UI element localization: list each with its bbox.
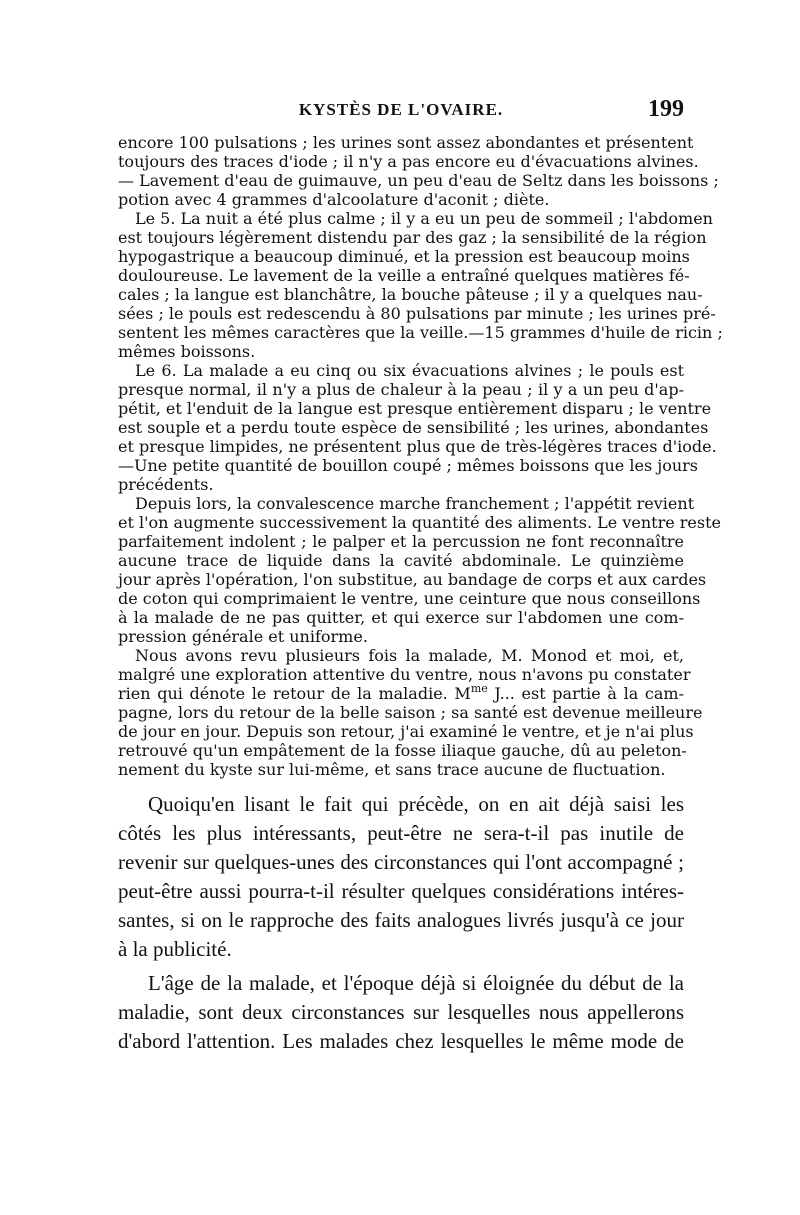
text-line: peut-être aussi pourra-t-il résulter quelques considérations intéres-: [118, 879, 684, 903]
text-line: précédents.: [118, 475, 214, 494]
text-line: côtés les plus intéressants, peut-être ne sera-t-il pas inutile de: [118, 821, 684, 845]
text-line: est toujours légèrement distendu par des gaz ; la sensibilité de la région: [118, 228, 707, 247]
text-line: Depuis lors, la convalescence marche franchement ; l'appétit revient: [135, 494, 695, 513]
text-line: L'âge de la malade, et l'époque déjà si éloignée du début de la: [148, 971, 684, 995]
text-line: Le 5. La nuit a été plus calme ; il y a eu un peu de sommeil ; l'abdomen: [135, 209, 713, 228]
text-line: Quoiqu'en lisant le fait qui précède, on en ait déjà saisi les: [148, 792, 684, 816]
paragraph-day-6: [118, 361, 717, 494]
text-line: est souple et a perdu toute espèce de sensibilité ; les urines, abondantes: [118, 418, 709, 437]
text-line: maladie, sont deux circonstances sur lesquelles nous appellerons: [118, 1000, 684, 1024]
text-line: encore 100 pulsations ; les urines sont assez abondantes et présentent: [118, 133, 694, 152]
text-line: nement du kyste sur lui-même, et sans trace aucune de fluctuation.: [118, 760, 666, 779]
case-notes: [118, 133, 723, 779]
text-line: sées ; le pouls est redescendu à 80 pulsations par minute ; les urines pré-: [118, 304, 716, 323]
text-line: Nous avons revu plusieurs fois la malade, M. Monod et moi, et,: [135, 646, 684, 665]
text-line: jour après l'opération, l'on substitue, au bandage de corps et aux cardes: [118, 570, 707, 589]
text-line: pagne, lors du retour de la belle saison ; sa santé est devenue meilleure: [118, 703, 703, 722]
text-fragment: J... est partie à la cam-: [487, 684, 685, 703]
text-line: — Lavement d'eau de guimauve, un peu d'eau de Seltz dans les boissons ;: [118, 171, 719, 190]
page-body: [118, 133, 723, 1056]
text-line: pétit, et l'enduit de la langue est presque entièrement disparu ; le ventre: [118, 399, 712, 418]
page-number: 199: [648, 96, 684, 122]
text-line: retrouvé qu'un empâtement de la fosse iliaque gauche, dû au peleton-: [118, 741, 687, 760]
text-line: douloureuse. Le lavement de la veille a entraîné quelques matières fé-: [118, 266, 690, 285]
text-line: à la publicité.: [118, 937, 232, 961]
text-line: pression générale et uniforme.: [118, 627, 368, 646]
text-line: et presque limpides, ne présentent plus que de très-légères traces d'iode.: [118, 437, 717, 456]
text-line: —Une petite quantité de bouillon coupé ; mêmes boissons que les jours: [118, 456, 698, 475]
text-line: Le 6. La malade a eu cinq ou six évacuations alvines ; le pouls est: [135, 361, 684, 380]
text-line: malgré une exploration attentive du ventre, nous n'avons pu constater: [118, 665, 691, 684]
paragraph-convalescence: [118, 494, 722, 646]
text-line: d'abord l'attention. Les malades chez lesquelles le même mode de: [118, 1029, 684, 1053]
text-line: cales ; la langue est blanchâtre, la bouche pâteuse ; il y a quelques nau-: [118, 285, 703, 304]
text-line: hypogastrique a beaucoup diminué, et la pression est beaucoup moins: [118, 247, 690, 266]
discussion: [118, 790, 684, 1056]
text-line-with-superscript: [118, 684, 684, 703]
paragraph-follow-up: [118, 646, 703, 779]
text-line: et l'on augmente successivement la quantité des aliments. Le ventre reste: [118, 513, 722, 532]
paragraph-day-5: [118, 209, 723, 361]
paragraph-age: [118, 969, 684, 1056]
page-header: [118, 96, 684, 126]
text-line: mêmes boissons.: [118, 342, 256, 361]
paragraph-discussion-intro: [118, 790, 684, 964]
text-line: santes, si on le rapproche des faits analogues livrés jusqu'à ce jour: [118, 908, 684, 932]
superscript: me: [470, 682, 488, 695]
text-line: parfaitement indolent ; le palper et la percussion ne font reconnaître: [118, 532, 684, 551]
running-title: KYSTÈS DE L'OVAIRE.: [298, 100, 504, 119]
text-line: revenir sur quelques-unes des circonstances qui l'ont accompagné ;: [118, 850, 684, 874]
text-line: de jour en jour. Depuis son retour, j'ai examiné le ventre, et je n'ai plus: [118, 722, 694, 741]
text-line: presque normal, il n'y a plus de chaleur à la peau ; il y a un peu d'ap-: [118, 380, 684, 399]
text-line: à la malade de ne pas quitter, et qui exerce sur l'abdomen une com-: [118, 608, 684, 627]
text-fragment: rien qui dénote le retour de la maladie. M: [118, 684, 471, 703]
paragraph-day-4: [118, 133, 719, 209]
text-line: toujours des traces d'iode ; il n'y a pas encore eu d'évacuations alvines.: [118, 152, 699, 171]
text-line: potion avec 4 grammes d'alcoolature d'aconit ; diète.: [118, 190, 550, 209]
text-line: aucune trace de liquide dans la cavité abdominale. Le quinzième: [118, 551, 684, 570]
text-line: de coton qui comprimaient le ventre, une ceinture que nous conseillons: [118, 589, 701, 608]
text-line: sentent les mêmes caractères que la veille.—15 grammes d'huile de ricin ;: [118, 323, 723, 342]
